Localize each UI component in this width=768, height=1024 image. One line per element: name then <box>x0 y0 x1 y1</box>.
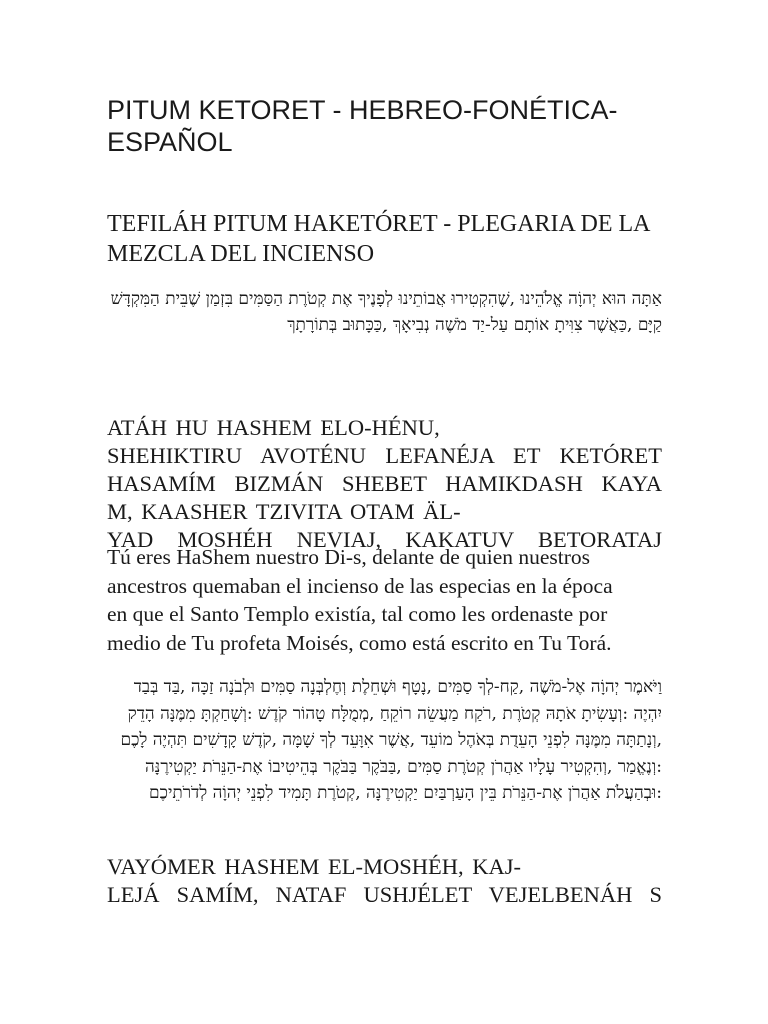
phonetic-line: YAD MOSHÉH NEVIAJ, KAKATUV BETORATAJ <box>107 527 662 552</box>
phonetic-paragraph-1 <box>107 414 662 554</box>
phonetic-line: LEJÁ SAMÍM, NATAF USHJÉLET VEJELBENÁH S <box>107 882 662 907</box>
phonetic-line: SHEHIKTIRU AVOTÉNU LEFANÉJA ET KETÓRET <box>107 443 662 468</box>
phonetic-line: VAYÓMER HASHEM EL-MOSHÉH, KAJ- <box>107 854 522 879</box>
phonetic-line: HASAMÍM BIZMÁN SHEBET HAMIKDASH KAYA <box>107 471 662 496</box>
phonetic-paragraph-2 <box>107 853 662 909</box>
document-title: PITUM KETORET - HEBREO-FONÉTICA-ESPAÑOL <box>107 95 618 157</box>
hebrew-paragraph-2: וַיֹּאמֶר יְהוָֹה אֶל-מֹשֶׁה ,קַח-לְךָ סַמִּים ,נָטָף וּשְׁחֵלֶת וְחֶלְבְּנָה סַמִּים וּלְבֹנָה זַכָּה ,בַּד בְּבַד יִהְיֶה :וְעָשִׂיתָ אֹתָהּ קְטֹרֶת ,רֹקַח מַעֲשֵׂה רוֹקֵחַ ,מְמֻלָּח טָהוֹר קֹדֶשׁ :וְשָׁחַקְתָּ מִמֶּנָּה הָדֵק ,וְנָתַתָּה מִמֶּנָּה לִפְנֵי הָעֵדֻת בְּאֹהֶל מוֹעֵד ,אֲשֶׁר אִוָּעֵד לְךָ שָׁמָּה ,קֹדֶשׁ קָדָשִׁים תִּהְיֶה לָכֶם :וְנֶאֱמַר ,וְהִקְטִיר עָלָיו אַהֲרֹן קְטֹרֶת סַמִּים ,בַּבֹּקֶר בַּבֹּקֶר בְּהֵיטִיבוֹ אֶת-הַנֵּרֹת יַקְטִירֶנָּה :וּבְהַעֲלֹת אַהֲרֹן אֶת-הַנֵּרֹת בֵּין הָעַרְבַּיִם יַקְטִירֶנָּה ,קְטֹרֶת תָּמִיד לִפְנֵי יְהוָֹה לְדֹרֹתֵיכֶם <box>120 677 662 803</box>
hebrew-paragraph-1: אַתָּה הוּא יְהוָֹה אֱלֹהֵינוּ ,שֶׁהִקְטִירוּ אֲבוֹתֵינוּ לְפָנֶיךָ אֶת קְטֹרֶת הַסַּמִּים בִּזְמַן שֶׁבֵּית הַמִּקְדָּשׁ קַיָּם ,כַּאֲשֶׁר צִוִּיתָ אוֹתָם עַל-יַד מֹשֶׁה נְבִיאָךְ ,כַּכָּתוּב בְּתוֹרָתָךְ <box>110 289 662 335</box>
phonetic-line: M, KAASHER TZIVITA OTAM ÄL- <box>107 499 461 524</box>
translation-line: Tú eres HaShem nuestro Di-s, delante de quien nuestros <box>107 545 591 569</box>
translation-line: medio de Tu profeta Moisés, como está escrito en Tu Torá. <box>107 630 612 655</box>
translation-line: ancestros quemaban el incienso de las especias en la época <box>107 573 613 598</box>
section-heading: TEFILÁH PITUM HAKETÓRET - PLEGARIA DE LA MEZCLA DEL INCIENSO <box>107 211 650 267</box>
spanish-translation-paragraph <box>107 543 662 657</box>
phonetic-line: ATÁH HU HASHEM ELO-HÉNU, <box>107 415 440 440</box>
translation-line: en que el Santo Templo existía, tal como les ordenaste por <box>107 602 608 626</box>
